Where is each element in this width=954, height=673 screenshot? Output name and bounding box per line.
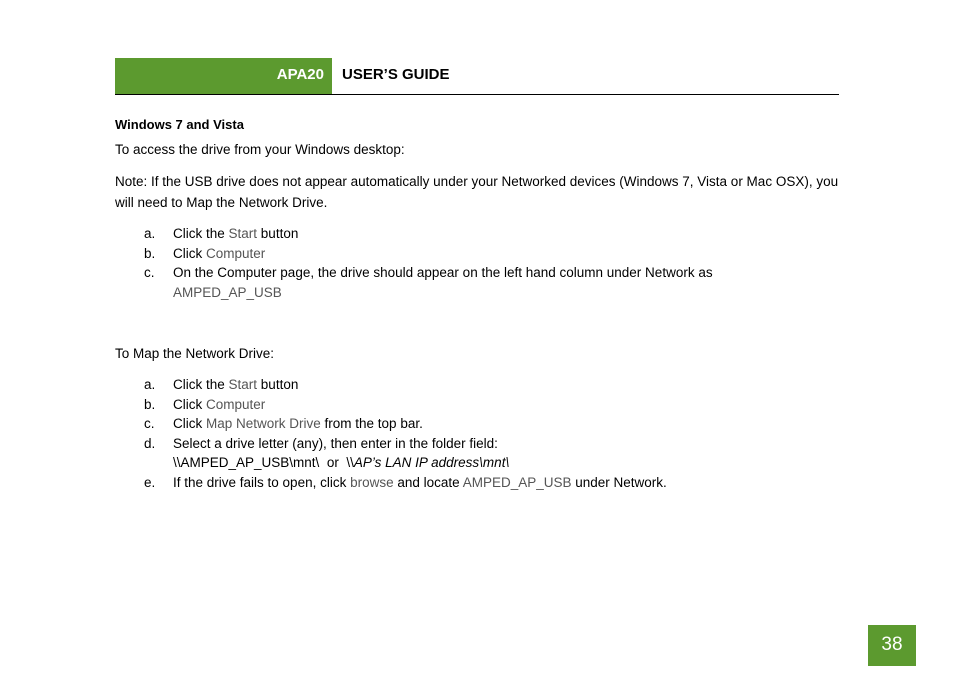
map-steps-list bbox=[115, 375, 839, 492]
ui-term: Map Network Drive bbox=[206, 416, 321, 431]
ui-term: Start bbox=[228, 377, 258, 392]
list-marker: b. bbox=[144, 245, 156, 261]
header-product-label: APA20 bbox=[115, 58, 332, 94]
folder-path-italic: AP’s LAN IP address\mnt\ bbox=[353, 455, 510, 470]
list-item bbox=[115, 473, 839, 493]
step-text: Click bbox=[173, 396, 206, 412]
ui-term: AMPED_AP_USB bbox=[173, 284, 282, 300]
page-number: 38 bbox=[868, 625, 916, 666]
ui-term: Computer bbox=[206, 245, 266, 261]
list-item bbox=[115, 244, 839, 264]
list-marker: c. bbox=[144, 265, 155, 280]
note-text: Note: If the USB drive does not appear automatically under your Networked devices (Windows 7, Vista or Mac OSX), you will need to Map the Network Drive. bbox=[115, 174, 839, 210]
folder-path: \\AMPED_AP_USB\mnt\ bbox=[173, 455, 320, 470]
step-text: from the top bar. bbox=[320, 416, 423, 431]
folder-path-prefix: \\ bbox=[346, 455, 354, 470]
step-text: Click the bbox=[173, 377, 229, 392]
step-text: If the drive fails to open, click bbox=[173, 474, 351, 490]
ui-term: browse bbox=[350, 474, 394, 490]
list-item bbox=[115, 414, 839, 434]
ui-term: Computer bbox=[206, 396, 266, 412]
ui-term: Start bbox=[228, 226, 258, 241]
step-text: button bbox=[257, 377, 299, 392]
step-text: button bbox=[257, 226, 299, 241]
step-text: Click bbox=[173, 245, 206, 261]
list-item bbox=[115, 263, 839, 302]
spacer bbox=[115, 313, 839, 343]
step-text: and locate bbox=[393, 474, 463, 490]
ui-term: AMPED_AP_USB bbox=[462, 474, 572, 490]
list-item bbox=[115, 375, 839, 395]
step-text: Click bbox=[173, 416, 206, 431]
page-header bbox=[115, 58, 839, 95]
section-heading: Windows 7 and Vista bbox=[115, 117, 244, 132]
list-marker: d. bbox=[144, 435, 156, 451]
step-text: On the Computer page, the drive should appear on the left hand column under Network as bbox=[173, 265, 713, 280]
page-content bbox=[115, 116, 839, 492]
list-marker: a. bbox=[144, 377, 156, 392]
list-item bbox=[115, 395, 839, 415]
access-steps-list bbox=[115, 224, 839, 302]
step-text: under Network. bbox=[571, 474, 667, 490]
list-marker: b. bbox=[144, 396, 156, 412]
list-marker: e. bbox=[144, 474, 156, 490]
map-intro-text: To Map the Network Drive: bbox=[115, 346, 275, 361]
list-marker: c. bbox=[144, 416, 155, 431]
header-guide-title: USER’S GUIDE bbox=[342, 66, 450, 83]
list-item bbox=[115, 434, 839, 473]
intro-text: To access the drive from your Windows desktop: bbox=[115, 142, 405, 157]
step-text: Click the bbox=[173, 226, 229, 241]
or-text: or bbox=[326, 455, 339, 470]
step-text: Select a drive letter (any), then enter in the folder field: bbox=[173, 435, 498, 451]
list-marker: a. bbox=[144, 226, 156, 241]
list-item bbox=[115, 224, 839, 244]
